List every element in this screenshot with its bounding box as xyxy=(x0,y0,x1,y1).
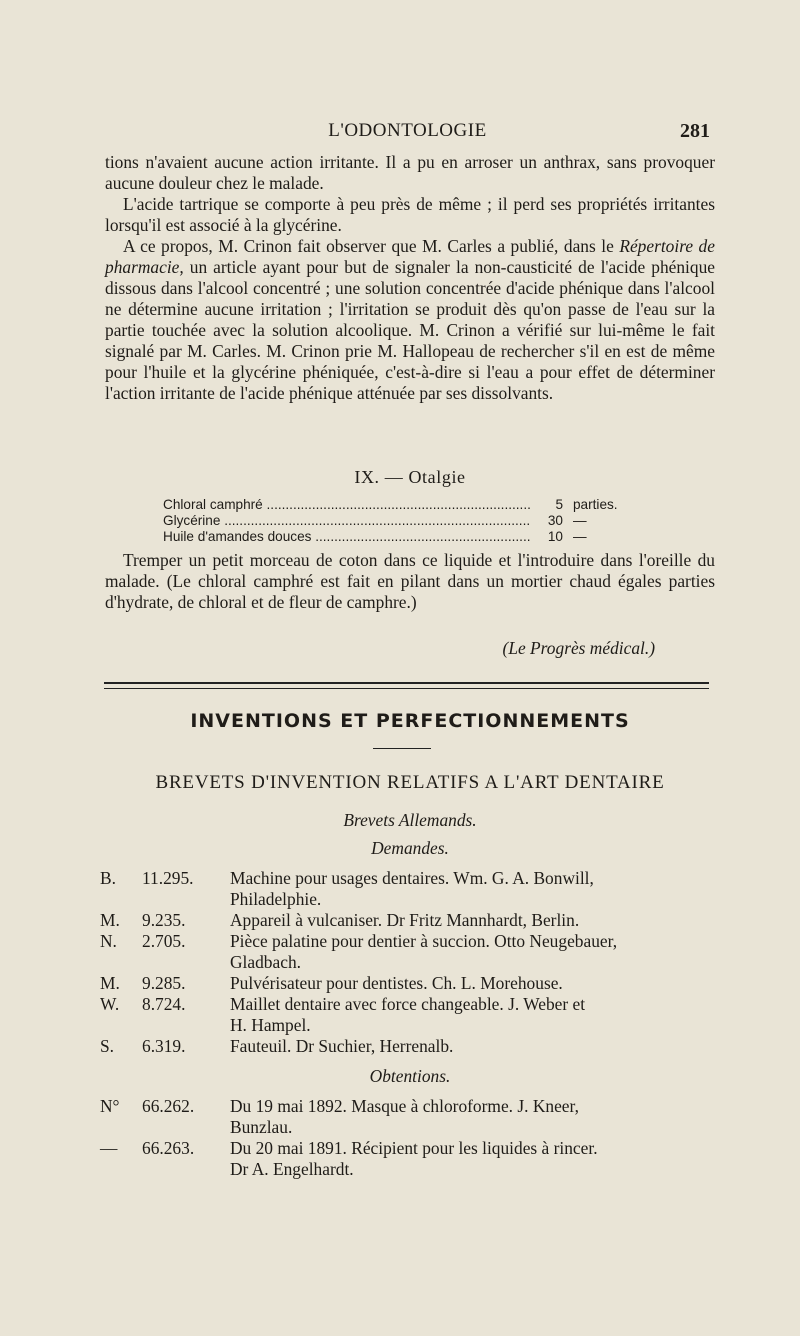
patent-line: Pulvérisateur pour dentistes. Ch. L. Morehouse. xyxy=(230,973,563,993)
patent-line: Fauteuil. Dr Suchier, Herrenalb. xyxy=(230,1036,454,1056)
paragraph-text: A ce propos, M. Crinon fait observer que M. Carles a publié, dans le xyxy=(123,236,620,256)
patent-text xyxy=(230,994,712,1036)
patent-line: Maillet dentaire avec force changeable. J. Weber et xyxy=(230,994,586,1014)
patent-code: N. xyxy=(100,931,117,951)
patent-line: Du 20 mai 1891. Récipient pour les liquides à rincer. xyxy=(230,1138,598,1158)
patent-number: 6.319. xyxy=(142,1036,186,1056)
ingredient-qty: 10 xyxy=(547,529,563,544)
intro-text xyxy=(105,152,715,404)
recipe-row xyxy=(163,497,643,513)
page-number: 281 xyxy=(680,120,710,142)
patent-number: 11.295. xyxy=(142,868,194,888)
demandes-label: Demandes. xyxy=(371,838,449,858)
country-label: Brevets Allemands. xyxy=(343,810,477,830)
ingredient-unit: — xyxy=(573,513,587,528)
running-head xyxy=(105,120,710,148)
paragraph: L'acide tartrique se comporte à peu près de même ; il perd ses propriétés irritantes lorsqu'il est associé à la glycérine. xyxy=(105,194,715,235)
patent-line: H. Hampel. xyxy=(230,1015,311,1035)
patent-code: M. xyxy=(100,910,120,930)
patent-line: Du 19 mai 1892. Masque à chloroforme. J. Kneer, xyxy=(230,1096,579,1116)
patent-code: W. xyxy=(100,994,120,1014)
ingredient-name: Glycérine ..... xyxy=(163,513,531,529)
short-rule-divider xyxy=(373,748,431,749)
patent-code: S. xyxy=(100,1036,115,1056)
double-rule-divider xyxy=(104,682,709,689)
patent-text xyxy=(230,910,712,931)
ingredient-qty: 5 xyxy=(555,497,563,512)
patent-line: Philadelphie. xyxy=(230,889,322,909)
patent-text xyxy=(230,931,712,973)
patent-text xyxy=(230,1036,712,1057)
patent-line: Machine pour usages dentaires. Wm. G. A. Bonwill, xyxy=(230,868,594,888)
main-heading: INVENTIONS ET PERFECTIONNEMENTS xyxy=(190,710,630,732)
patent-code: M. xyxy=(100,973,120,993)
recipe-row xyxy=(163,513,643,529)
patent-line: Appareil à vulcaniser. Dr Fritz Mannhardt, Berlin. xyxy=(230,910,580,930)
patent-line: Dr A. Engelhardt. xyxy=(230,1159,354,1179)
journal-reference: Répertoire de pharmacie, xyxy=(105,236,715,277)
paragraph-text: un article ayant pour but de signaler la non-causticité de l'acide phénique dissous dans l'alcool concentré ; une solution concentrée d'acide phénique dans l'alcool ne détermine aucune irritation ; l'irritation se produit dès qu'on passe de l'eau sur la partie touchée avec la solution alcoolique. M. Crinon a vérifié sur lui-même le fait signalé par M. Carles. M. Crinon prie M. Hallopeau de rechercher s'il en est de même pour l'huile et la glycérine phéniquée, c'est-à-dire si l'eau a pour effet de déterminer l'action irritante de l'acide phénique atténuée par ses dissolvants. xyxy=(105,257,715,403)
source-citation: (Le Progrès médical.) xyxy=(502,638,655,658)
ingredient-qty: 30 xyxy=(547,513,563,528)
patent-number: 66.263. xyxy=(142,1138,195,1158)
recipe-row xyxy=(163,529,643,545)
section-heading: IX. — Otalgie xyxy=(354,467,466,487)
patent-line: Gladbach. xyxy=(230,952,301,972)
ingredient-unit: — xyxy=(573,529,587,544)
paragraph: Tremper un petit morceau de coton dans ce liquide et l'introduire dans l'oreille du malade. (Le chloral camphré est fait en pilant dans un mortier chaud égales parties d'hydrate, de chloral et de fleur de camphre.) xyxy=(105,550,715,612)
patent-number: 66.262. xyxy=(142,1096,195,1116)
patent-number: 9.285. xyxy=(142,973,186,993)
patent-line: Pièce palatine pour dentier à succion. Otto Neugebauer, xyxy=(230,931,618,951)
recipe-table xyxy=(163,497,643,545)
patent-code: — xyxy=(100,1138,118,1158)
ingredient-unit: parties. xyxy=(573,497,618,512)
ingredient-name: Chloral camphré ..... xyxy=(163,497,531,513)
patent-number: 2.705. xyxy=(142,931,186,951)
paragraph: tions n'avaient aucune action irritante. Il a pu en arroser un anthrax, sans provoquer aucune douleur chez le malade. xyxy=(105,152,715,193)
crinon-paragraph xyxy=(105,236,715,404)
patent-number: 9.235. xyxy=(142,910,186,930)
ingredient-name: Huile d'amandes douces ..... xyxy=(163,529,531,545)
obtentions-label: Obtentions. xyxy=(369,1066,451,1086)
patent-number: 8.724. xyxy=(142,994,186,1014)
patent-line: Bunzlau. xyxy=(230,1117,293,1137)
patent-text xyxy=(230,1096,712,1138)
patent-code: N° xyxy=(100,1096,120,1116)
patent-text xyxy=(230,1138,712,1180)
journal-title: L'ODONTOLOGIE xyxy=(328,120,487,141)
patent-text xyxy=(230,973,712,994)
sub-heading: BREVETS D'INVENTION RELATIFS A L'ART DENTAIRE xyxy=(155,772,665,793)
patent-text xyxy=(230,868,712,910)
instructions-text xyxy=(105,550,715,613)
patent-code: B. xyxy=(100,868,116,888)
